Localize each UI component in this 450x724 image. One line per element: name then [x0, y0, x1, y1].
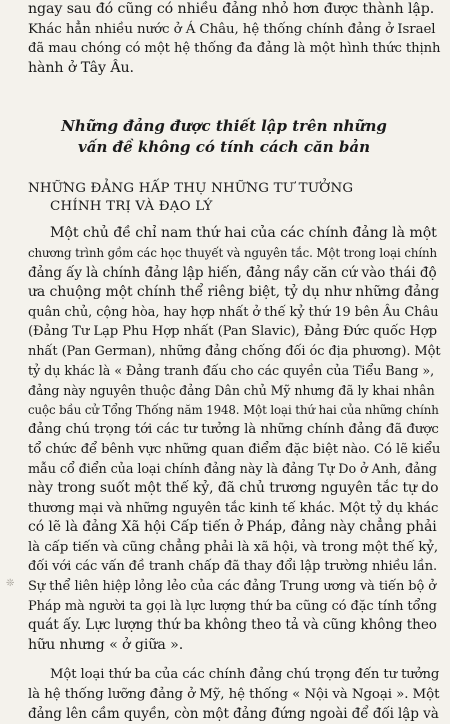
- margin-smudge: ❊: [6, 578, 15, 589]
- text-line: Một loại thứ ba của các chính đảng chú trọng đến tư tưởng: [50, 667, 440, 683]
- subheading: [28, 180, 440, 216]
- text-line: quân chủ, cộng hòa, hay hợp nhất ở thế kỷ thứ 19 bên Âu Châu: [28, 304, 439, 320]
- text-line: quát ấy. Lực lượng thứ ba không theo tả và cũng không theo: [28, 617, 437, 634]
- section-heading-line: Những đảng được thiết lập trên những: [61, 117, 387, 136]
- text-line: Sự thể liên hiệp lỏng lẻo của các đảng Trung ương và tiến bộ ở: [28, 579, 436, 595]
- text-line: đảng chú trọng tới các tư tưởng là những chính đảng đã được: [28, 422, 439, 438]
- paragraph-gap: [28, 655, 440, 665]
- intro-paragraph: [28, 0, 440, 78]
- text-line: là cấp tiến và cũng chẳng phải là xã hội, và trong một thế kỷ,: [28, 539, 439, 555]
- text-line: mẫu cổ điển của loại chính đảng này là đảng Tự Do ở Anh, đảng: [28, 461, 437, 477]
- text-line: tổ chức để bênh vực những quan điểm đặc biệt nào. Có lẽ kiểu: [28, 441, 441, 457]
- text-line: ưa chuộng một chính thể riêng biệt, tỷ dụ như những đảng: [28, 284, 440, 301]
- text-line: thương mại và những nguyên tắc kinh tế khác. Một tỷ dụ khác: [28, 500, 439, 516]
- text-line: Khác hẳn nhiều nước ở Á Châu, hệ thống chính đảng ở Israel: [28, 21, 436, 37]
- text-line: đã mau chóng có một hệ thống đa đảng là một hình thức thịnh: [28, 41, 441, 57]
- text-line: chương trình gồm các học thuyết và nguyên tắc. Một trong loại chính: [28, 245, 438, 260]
- text-line: Pháp mà người ta gọi là lực lượng thứ ba cũng có đặc tính tổng: [28, 598, 437, 614]
- text-line: nhất (Pan German), những đảng chống đối óc địa phương). Một: [28, 343, 441, 359]
- text-line: hữu nhưng « ở giữa ».: [28, 636, 184, 653]
- text-line: ngay sau đó cũng có nhiều đảng nhỏ hơn được thành lập.: [28, 1, 435, 17]
- subheading-line: NHỮNG ĐẢNG HẤP THỤ NHỮNG TƯ TƯỞNG: [28, 181, 354, 197]
- text-line: (Đảng Tư Lạp Phu Hợp nhất (Pan Slavic), Đảng Đức quốc Hợp: [28, 324, 437, 340]
- text-line: cuộc bầu cử Tổng Thống năm 1948. Một loại thứ hai của những chính: [28, 402, 439, 417]
- text-line: tỷ dụ khác là « Đảng tranh đấu cho các quyền của Tiểu Bang »,: [28, 363, 435, 379]
- subheading-line: CHÍNH TRỊ VÀ ĐẠO LÝ: [50, 199, 213, 215]
- text-line: đối với các vấn đề tranh chấp đã thay đổi lập trường nhiều lần.: [28, 559, 438, 575]
- text-line: là hệ thống lưỡng đảng ở Mỹ, hệ thống « Nội và Ngoại ». Một: [28, 687, 440, 703]
- text-line: hành ở Tây Âu.: [28, 59, 134, 76]
- section-heading: [28, 116, 440, 158]
- section-heading-line: vấn đề không có tính cách căn bản: [78, 138, 370, 157]
- text-line: đảng ấy là chính đảng lập hiến, đảng nầy căn cứ vào thái độ: [28, 264, 437, 281]
- text-line: có lẽ là đảng Xã hội Cấp tiến ở Pháp, đảng này chẳng phải: [28, 519, 437, 536]
- text-line: này trong suốt một thế kỷ, đã chủ trương nguyên tắc tự do: [28, 480, 439, 497]
- text-line: đảng này nguyên thuộc đảng Dân chủ Mỹ nhưng đã ly khai nhân: [28, 383, 435, 399]
- text-line: Một chủ đề chỉ nam thứ hai của các chính đảng là một: [50, 225, 437, 242]
- text-line: đảng lên cầm quyền, còn một đảng đứng ngoài để đối lập và: [28, 705, 439, 722]
- paragraph-2: [28, 665, 440, 724]
- paragraph-1: [28, 224, 440, 655]
